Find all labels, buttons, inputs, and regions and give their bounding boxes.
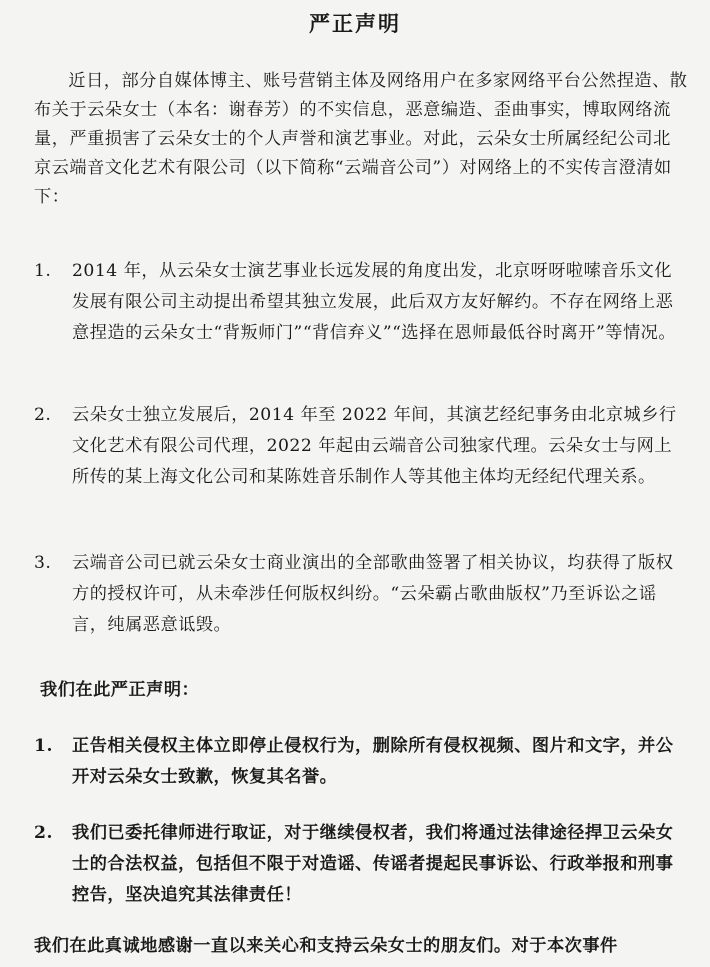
item-number: 2. [34,823,53,843]
declaration-item [34,818,686,911]
item-text: 2014 年，从云朵女士演艺事业长远发展的角度出发，北京呀呀啦嗦音乐文化发展有限公司主动提出希望其独立发展，此后双方友好解约。不存在网络上恶意捏造的云朵女士“背叛师门”“背信弃义”“选择在恩师最低谷时离开”等情况。 [72,261,677,343]
item-number: 1. [34,261,52,281]
intro-paragraph: 近日，部分自媒体博主、账号营销主体及网络用户在多家网络平台公然捏造、散布关于云朵女士（本名：谢春芳）的不实信息，恶意编造、歪曲事实，博取网络流量，严重损害了云朵女士的个人声誉和演艺事业。对此，云朵女士所属经纪公司北京云端音文化艺术有限公司（以下简称“云端音公司”）对网络上的不实传言澄清如下： [34,71,688,207]
item-number: 2. [34,405,52,425]
thanks-paragraph: 我们在此真诚地感谢一直以来关心和支持云朵女士的朋友们。对于本次事件 [34,936,618,956]
item-text: 我们已委托律师进行取证，对于继续侵权者，我们将通过法律途径捍卫云朵女士的合法权益，包括但不限于对造谣、传谣者提起民事诉讼、行政举报和刑事控告，坚决追究其法律责任！ [72,823,674,905]
clarification-item [34,548,686,641]
item-text: 云朵女士独立发展后，2014 年至 2022 年间，其演艺经纪事务由北京城乡行文化艺术有限公司代理，2022 年起由云端音公司独家代理。云朵女士与网上所传的某上海文化公司和某陈姓音乐制作人等其他主体均无经纪代理关系。 [72,405,677,487]
document-title: 严正声明 [309,11,401,36]
clarification-item [34,400,686,493]
item-number: 3. [34,553,52,573]
declaration-item [34,731,686,793]
clarification-item [34,256,686,349]
item-text: 正告相关侵权主体立即停止侵权行为，删除所有侵权视频、图片和文字，并公开对云朵女士致歉，恢复其名誉。 [72,736,674,787]
item-text: 云端音公司已就云朵女士商业演出的全部歌曲签署了相关协议，均获得了版权方的授权许可，从未牵涉任何版权纠纷。“云朵霸占歌曲版权”乃至诉讼之谣言，纯属恶意诋毁。 [72,553,674,635]
declaration-heading: 我们在此严正声明： [40,680,200,700]
item-number: 1. [34,736,53,756]
